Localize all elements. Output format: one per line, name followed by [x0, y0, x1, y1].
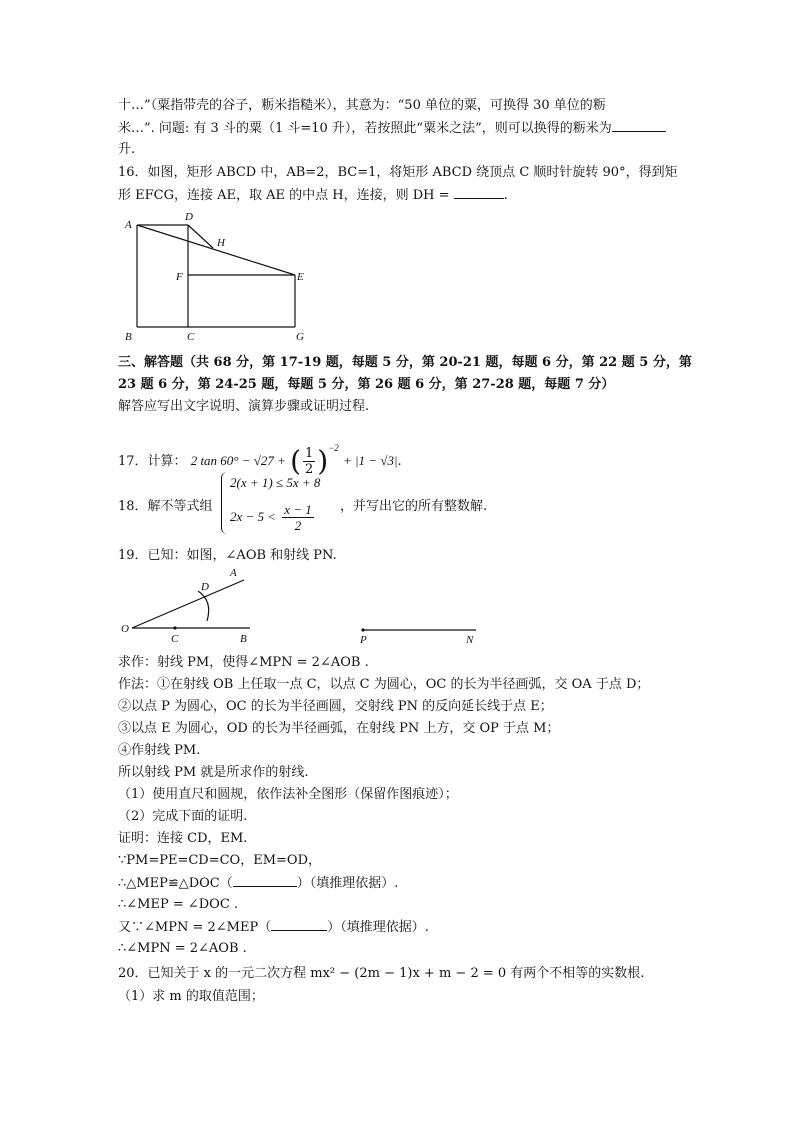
- fig16-label-a: A: [125, 219, 132, 231]
- figure-16-rectangle-rotation: [118, 210, 318, 345]
- answer-blank: [612, 118, 666, 132]
- q18-ineq2-fraction: $\frac{x - 1}{2}$: [284, 502, 312, 533]
- fig19-label-p: P: [360, 634, 367, 646]
- fig16-label-c: C: [187, 331, 195, 343]
- q19-proof-1: 证明：连接 CD，EM.: [118, 831, 248, 846]
- q17-expr-b: + |1 − √3|: [342, 453, 398, 468]
- q18-inequality-2: [230, 502, 316, 533]
- q19-step-4: ④作射线 PM.: [118, 743, 201, 758]
- q18-suffix: ，并写出它的所有整数解.: [340, 499, 488, 514]
- q18-inequality-1: 2(x + 1) ≤ 5x + 8: [230, 475, 321, 490]
- q19-proof-3: [118, 873, 398, 893]
- q19-sub-2: （2）完成下面的证明.: [118, 809, 248, 824]
- q19-proof-2: ∵PM=PE=CD=CO，EM=OD，: [118, 853, 321, 868]
- q19-proof-5: [118, 917, 429, 937]
- q16-line-2-text: 形 EFCG，连接 AE，取 AE 的中点 H，连接，则 DH =: [118, 188, 450, 203]
- fig16-label-e: E: [297, 271, 304, 283]
- answer-blank: [233, 873, 297, 887]
- q16-line-1: 16．如图，矩形 ABCD 中，AB=2，BC=1，将矩形 ABCD 绕顶点 C 顺时针旋转 90°，得到矩: [118, 165, 678, 180]
- q16-line-2: [118, 185, 508, 205]
- section-3-note: 解答应写出文字说明、演算步骤或证明过程.: [118, 399, 370, 414]
- fig16-label-b: B: [125, 331, 132, 343]
- intro-line-1: 十…”（粟指带壳的谷子，粝米指糙米），其意为：“50 单位的粟，可换得 30 单位的粝: [118, 98, 606, 113]
- fig16-label-f: F: [176, 271, 183, 283]
- q18-system-brace: [221, 472, 228, 534]
- q19-title: 19．已知：如图，∠AOB 和射线 PN.: [118, 548, 337, 563]
- q19-step-3: ③以点 E 为圆心，OD 的长为半径画弧，在射线 PN 上方，交 OP 于点 M；: [118, 721, 560, 736]
- intro-line-2-text: 米…”. 问题: 有 3 斗的粟（1 斗=10 升），若按照此“粟米之法”，则可以换得的粝米为: [118, 121, 612, 136]
- fig19-label-o: O: [121, 623, 129, 635]
- fig19-label-c: C: [171, 633, 179, 645]
- q19-sub-1: （1）使用直尺和圆规，依作法补全图形（保留作图痕迹）；: [118, 787, 458, 802]
- fig16-label-d: D: [185, 211, 193, 223]
- q17-suffix: .: [397, 454, 402, 469]
- section-3-heading-1: 三、解答题（共 68 分，第 17-19 题，每题 5 分，第 20-21 题，每题 6 分，第 22 题 5 分，第: [118, 355, 692, 370]
- fig16-label-h: H: [217, 237, 225, 249]
- q17-exponent: −2: [328, 443, 339, 453]
- figure-19-angle-and-ray: [118, 566, 488, 646]
- q18-prefix: 18．解不等式组: [118, 499, 213, 514]
- intro-line-3: 升.: [118, 142, 136, 157]
- fig19-label-n: N: [466, 634, 474, 646]
- fig16-label-g: G: [296, 331, 304, 343]
- q19-proof-4: ∴∠MEP = ∠DOC .: [118, 897, 239, 912]
- q19-task: 求作：射线 PM，使得∠MPN = 2∠AOB .: [118, 655, 369, 670]
- q20-sub-1: （1）求 m 的取值范围；: [118, 989, 264, 1004]
- q19-step-1: 作法：①在射线 OB 上任取一点 C，以点 C 为圆心，OC 的长为半径画弧，交 OA 于点 D；: [118, 677, 650, 692]
- q19-proof-5b: ）（填推理依据）.: [327, 920, 429, 935]
- q19-step-2: ②以点 P 为圆心，OC 的长为半径画圆，交射线 PN 的反向延长线于点 E；: [118, 699, 553, 714]
- section-3-heading-2: 23 题 6 分，第 24-25 题，每题 5 分，第 26 题 6 分，第 27-28 题，每题 7 分）: [118, 377, 615, 392]
- q18-ineq2-left: 2x − 5 <: [230, 509, 277, 524]
- q17: 17．计算： 2 tan 60° − √27 + ( $\frac{1}{2}$ )$^{-2}$ + |1 − √3|.: [118, 443, 402, 478]
- intro-line-2: [118, 118, 666, 138]
- fig19-label-a: A: [230, 567, 237, 579]
- fig19-label-b: B: [240, 633, 247, 645]
- q20-line-1: 20．已知关于 x 的一元二次方程 mx² − (2m − 1)x + m − 2 = 0 有两个不相等的实数根.: [118, 966, 645, 981]
- q19-proof-3a: ∴△MEP≌△DOC（: [118, 876, 233, 891]
- q17-prefix: 17．计算：: [118, 454, 187, 469]
- q17-fraction: $\frac{1}{2}$: [305, 446, 314, 477]
- answer-blank: [454, 185, 504, 199]
- q19-proof-6: ∴∠MPN = 2∠AOB .: [118, 941, 247, 956]
- answer-blank: [271, 917, 327, 931]
- q16-period: .: [503, 188, 508, 203]
- fig19-label-d: D: [201, 581, 209, 593]
- q17-expr-a: 2 tan 60° − √27 +: [190, 453, 286, 468]
- q19-conclusion: 所以射线 PM 就是所求作的射线.: [118, 765, 309, 780]
- q19-proof-5a: 又∵∠MPN = 2∠MEP（: [118, 920, 272, 935]
- q19-proof-3b: ）（填推理依据）.: [296, 876, 399, 891]
